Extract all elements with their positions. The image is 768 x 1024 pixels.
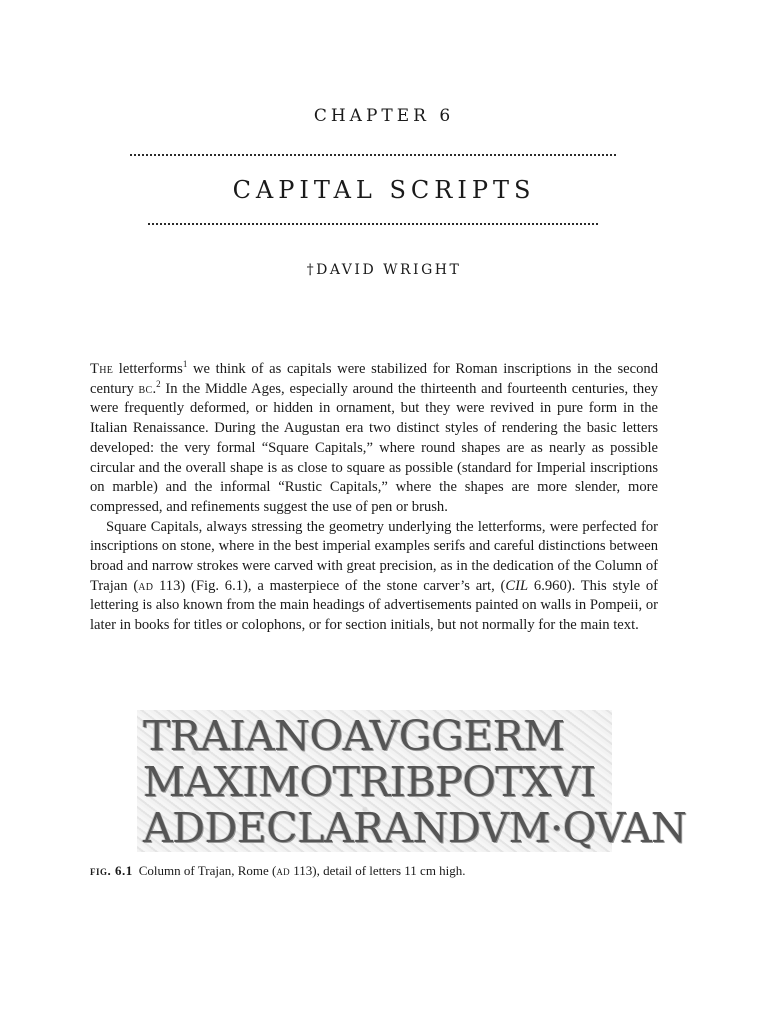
citation-italic: CIL xyxy=(505,577,529,594)
figure-caption xyxy=(90,863,690,879)
text-run: 6.960). This style of lettering is also known from the main headings of advertisements painted on walls in Pompeii, or later in books for titles or colophons, or for section initials, but not normally for the main text. xyxy=(90,577,659,634)
era-abbrev: ad xyxy=(138,577,154,594)
figure-label: fig. 6.1 xyxy=(90,863,133,878)
dotted-rule-bottom xyxy=(148,223,598,225)
footnote-marker: 1 xyxy=(182,359,188,369)
inscription-line-2: MAXIMOTRIBPOTXVI xyxy=(143,758,596,806)
text-run: In the Middle Ages, especially around the thirteenth and fourteenth centuries, they were frequently deformed, or hidden in ornament, but they were revived in pure form in the Italian Renaissance. During the Augustan era two distinct styles of rendering the basic letters developed: the very formal “Square Capitals,” where round shapes are as nearly as possible circular and the overall shape is as close to square as possible (standard for Imperial inscriptions on marble) and the informal “Rustic Capitals,” where the shapes are more slender, more compressed, and refinements suggest the use of pen or brush. xyxy=(90,380,658,515)
caption-text: 113), detail of letters 11 cm high. xyxy=(289,863,466,878)
figure-trajan-inscription xyxy=(137,710,687,852)
caption-text: Column of Trajan, Rome ( xyxy=(138,863,277,878)
inscription-line-1: TRAIANOAVGGERM xyxy=(143,712,565,760)
text-run: . xyxy=(152,380,157,397)
chapter-label: CHAPTER 6 xyxy=(313,106,455,126)
era-abbrev: bc xyxy=(138,380,153,397)
inscription-line-3: ADDECLARANDVM·QVAN xyxy=(143,804,687,852)
body-text xyxy=(90,360,658,636)
era-abbrev: ad xyxy=(276,863,290,878)
paragraph-2 xyxy=(90,518,658,636)
text-run: 113) (Fig. 6.1), a masterpiece of the stone carver’s art, ( xyxy=(153,577,506,594)
footnote-marker: 2 xyxy=(156,378,161,389)
text-run: we think of as capitals were stabilized for Roman inscriptions in the second century xyxy=(90,361,658,397)
paragraph-1 xyxy=(90,360,658,518)
text-run: letterforms xyxy=(113,361,183,377)
author-name: †DAVID WRIGHT xyxy=(306,262,462,278)
text-run: Square Capitals, always stressing the geometry underlying the letterforms, were perfected for inscriptions on stone, where in the best imperial examples serifs and careful distinctions between broad and narrow strokes were carved with great precision, as in the dedication of the Column of Trajan ( xyxy=(90,518,658,594)
chapter-title: CAPITAL SCRIPTS xyxy=(232,176,536,204)
lead-small-caps: The xyxy=(90,361,114,377)
dotted-rule-top xyxy=(130,154,616,156)
